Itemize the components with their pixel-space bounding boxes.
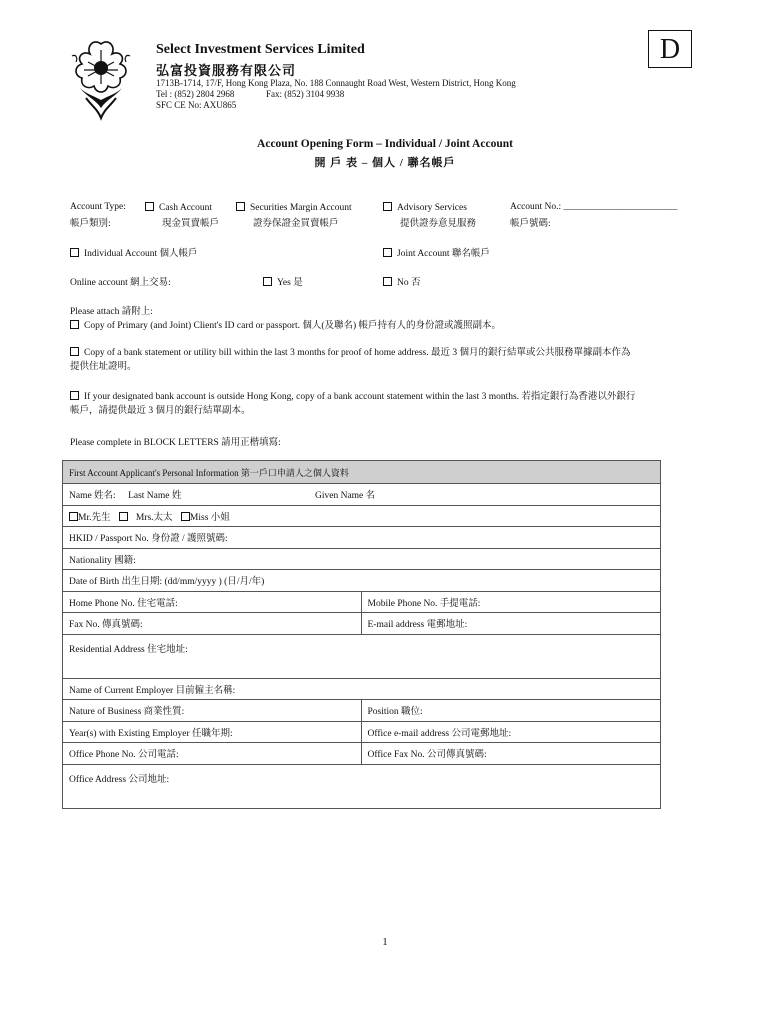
joint-account-option[interactable] bbox=[383, 245, 490, 259]
company-sfc: SFC CE No: AXU865 bbox=[156, 100, 237, 110]
last-name-label: Last Name 姓 bbox=[128, 491, 182, 502]
account-type-label: Account Type: bbox=[70, 202, 126, 212]
joint-account-label: Joint Account 聯名帳戶 bbox=[397, 249, 490, 259]
form-title: Account Opening Form – Individual / Joint Account bbox=[257, 138, 513, 150]
logo-emblem bbox=[66, 36, 136, 122]
home-phone-field[interactable]: Home Phone No. 住宅電話: bbox=[63, 591, 362, 613]
salutation-row bbox=[63, 505, 661, 527]
form-code-box: D bbox=[648, 30, 692, 68]
section-title: First Account Applicant's Personal Information 第一戶口申請人之個人資料 bbox=[63, 461, 661, 484]
attach-bank-item[interactable] bbox=[70, 390, 695, 418]
online-yes-checkbox[interactable] bbox=[263, 277, 272, 286]
company-name: Select Investment Services Limited bbox=[156, 42, 365, 57]
position-field[interactable]: Position 職位: bbox=[361, 700, 661, 722]
advisory-option[interactable] bbox=[383, 202, 467, 213]
company-name-cn: 弘富投資服務有限公司 bbox=[156, 63, 297, 78]
miss-label: Miss 小姐 bbox=[189, 512, 230, 523]
individual-account-checkbox[interactable] bbox=[70, 248, 79, 257]
online-yes-label: Yes 是 bbox=[277, 278, 303, 288]
attach-id-item[interactable] bbox=[70, 317, 501, 331]
cash-account-option[interactable] bbox=[145, 202, 212, 213]
attach-bank-text: If your designated bank account is outside Hong Kong, copy of a bank account statement within the last 3 months. 若指定銀行為香港以外銀行 bbox=[84, 392, 636, 402]
company-address: 1713B-1714, 17/F, Hong Kong Plaza, No. 188 Connaught Road West, Western District, Hong Kong bbox=[156, 78, 516, 88]
years-employed-field[interactable]: Year(s) with Existing Employer 任職年期: bbox=[63, 721, 362, 743]
online-account-label: Online account 網上交易: bbox=[70, 278, 171, 288]
nationality-field[interactable]: Nationality 國籍: bbox=[63, 548, 661, 570]
advisory-checkbox[interactable] bbox=[383, 202, 392, 211]
mobile-phone-field[interactable]: Mobile Phone No. 手提電話: bbox=[361, 591, 661, 613]
given-name-label: Given Name 名 bbox=[315, 491, 376, 502]
email-field[interactable]: E-mail address 電郵地址: bbox=[361, 613, 661, 635]
account-type-label-cn: 帳戶類別: bbox=[70, 219, 111, 229]
business-nature-field[interactable]: Nature of Business 商業性質: bbox=[63, 700, 362, 722]
advisory-label: Advisory Services bbox=[397, 203, 467, 213]
office-address-field[interactable]: Office Address 公司地址: bbox=[63, 764, 661, 808]
page-number: 1 bbox=[382, 936, 388, 948]
online-no-option[interactable] bbox=[383, 274, 421, 288]
cash-account-label: Cash Account bbox=[159, 203, 213, 213]
office-email-field[interactable]: Office e-mail address 公司電郵地址: bbox=[361, 721, 661, 743]
cash-account-label-cn: 現金買賣帳戶 bbox=[162, 219, 220, 229]
margin-account-label: Securities Margin Account bbox=[250, 203, 352, 213]
online-no-label: No 否 bbox=[397, 278, 421, 288]
attach-address-checkbox[interactable] bbox=[70, 347, 79, 356]
mr-checkbox[interactable] bbox=[69, 512, 78, 521]
name-field[interactable] bbox=[63, 484, 661, 506]
attach-id-checkbox[interactable] bbox=[70, 320, 79, 329]
attach-heading: Please attach 請附上: bbox=[70, 307, 153, 317]
company-tel: Tel : (852) 2804 2968 bbox=[156, 89, 235, 99]
attach-bank-text-2: 帳戶，請提供最近 3 個月的銀行結單副本。 bbox=[70, 406, 251, 416]
attach-bank-checkbox[interactable] bbox=[70, 391, 79, 400]
margin-account-checkbox[interactable] bbox=[236, 202, 245, 211]
miss-checkbox[interactable] bbox=[181, 512, 190, 521]
attach-address-text: Copy of a bank statement or utility bill within the last 3 months for proof of home address. 最近 3 個月的銀行結單或公共服務單據副本作為 bbox=[84, 348, 631, 358]
hkid-field[interactable]: HKID / Passport No. 身份證 / 護照號碼: bbox=[63, 527, 661, 549]
attach-address-item[interactable] bbox=[70, 346, 695, 374]
residential-address-field[interactable]: Residential Address 住宅地址: bbox=[63, 634, 661, 678]
block-letters-note: Please complete in BLOCK LETTERS 請用正楷填寫: bbox=[70, 438, 281, 448]
individual-account-option[interactable] bbox=[70, 245, 197, 259]
online-no-checkbox[interactable] bbox=[383, 277, 392, 286]
office-fax-field[interactable]: Office Fax No. 公司傳真號碼: bbox=[361, 743, 661, 765]
margin-account-label-cn: 證券保證金買賣帳戶 bbox=[253, 219, 339, 229]
dob-field[interactable]: Date of Birth 出生日期: (dd/mm/yyyy ) (日/月/年) bbox=[63, 570, 661, 592]
cash-account-checkbox[interactable] bbox=[145, 202, 154, 211]
form-title-cn: 開 戶 表 – 個人 / 聯名帳戶 bbox=[314, 157, 456, 169]
attach-id-text: Copy of Primary (and Joint) Client's ID card or passport. 個人(及聯名) 帳戶持有人的身份證或護照副本。 bbox=[84, 321, 502, 331]
individual-account-label: Individual Account 個人帳戶 bbox=[84, 249, 198, 259]
company-fax: Fax: (852) 3104 9938 bbox=[266, 89, 345, 99]
mr-label: Mr.先生 bbox=[78, 512, 111, 523]
margin-account-option[interactable] bbox=[236, 202, 352, 213]
fax-field[interactable]: Fax No. 傳真號碼: bbox=[63, 613, 362, 635]
employer-field[interactable]: Name of Current Employer 目前僱主名稱: bbox=[63, 678, 661, 700]
attach-address-text-2: 提供住址證明。 bbox=[70, 362, 137, 372]
mrs-label: Mrs.太太 bbox=[135, 512, 173, 523]
joint-account-checkbox[interactable] bbox=[383, 248, 392, 257]
company-logo bbox=[66, 36, 136, 122]
applicant-info-table bbox=[62, 460, 661, 809]
name-label: Name 姓名: bbox=[69, 491, 116, 502]
office-phone-field[interactable]: Office Phone No. 公司電話: bbox=[63, 743, 362, 765]
account-no-label-cn: 帳戶號碼: bbox=[510, 219, 551, 229]
account-no-field[interactable]: Account No.: ________________________ bbox=[510, 202, 678, 212]
advisory-label-cn: 提供證券意見服務 bbox=[400, 219, 477, 229]
mrs-checkbox[interactable] bbox=[119, 512, 128, 521]
online-yes-option[interactable] bbox=[263, 274, 303, 288]
